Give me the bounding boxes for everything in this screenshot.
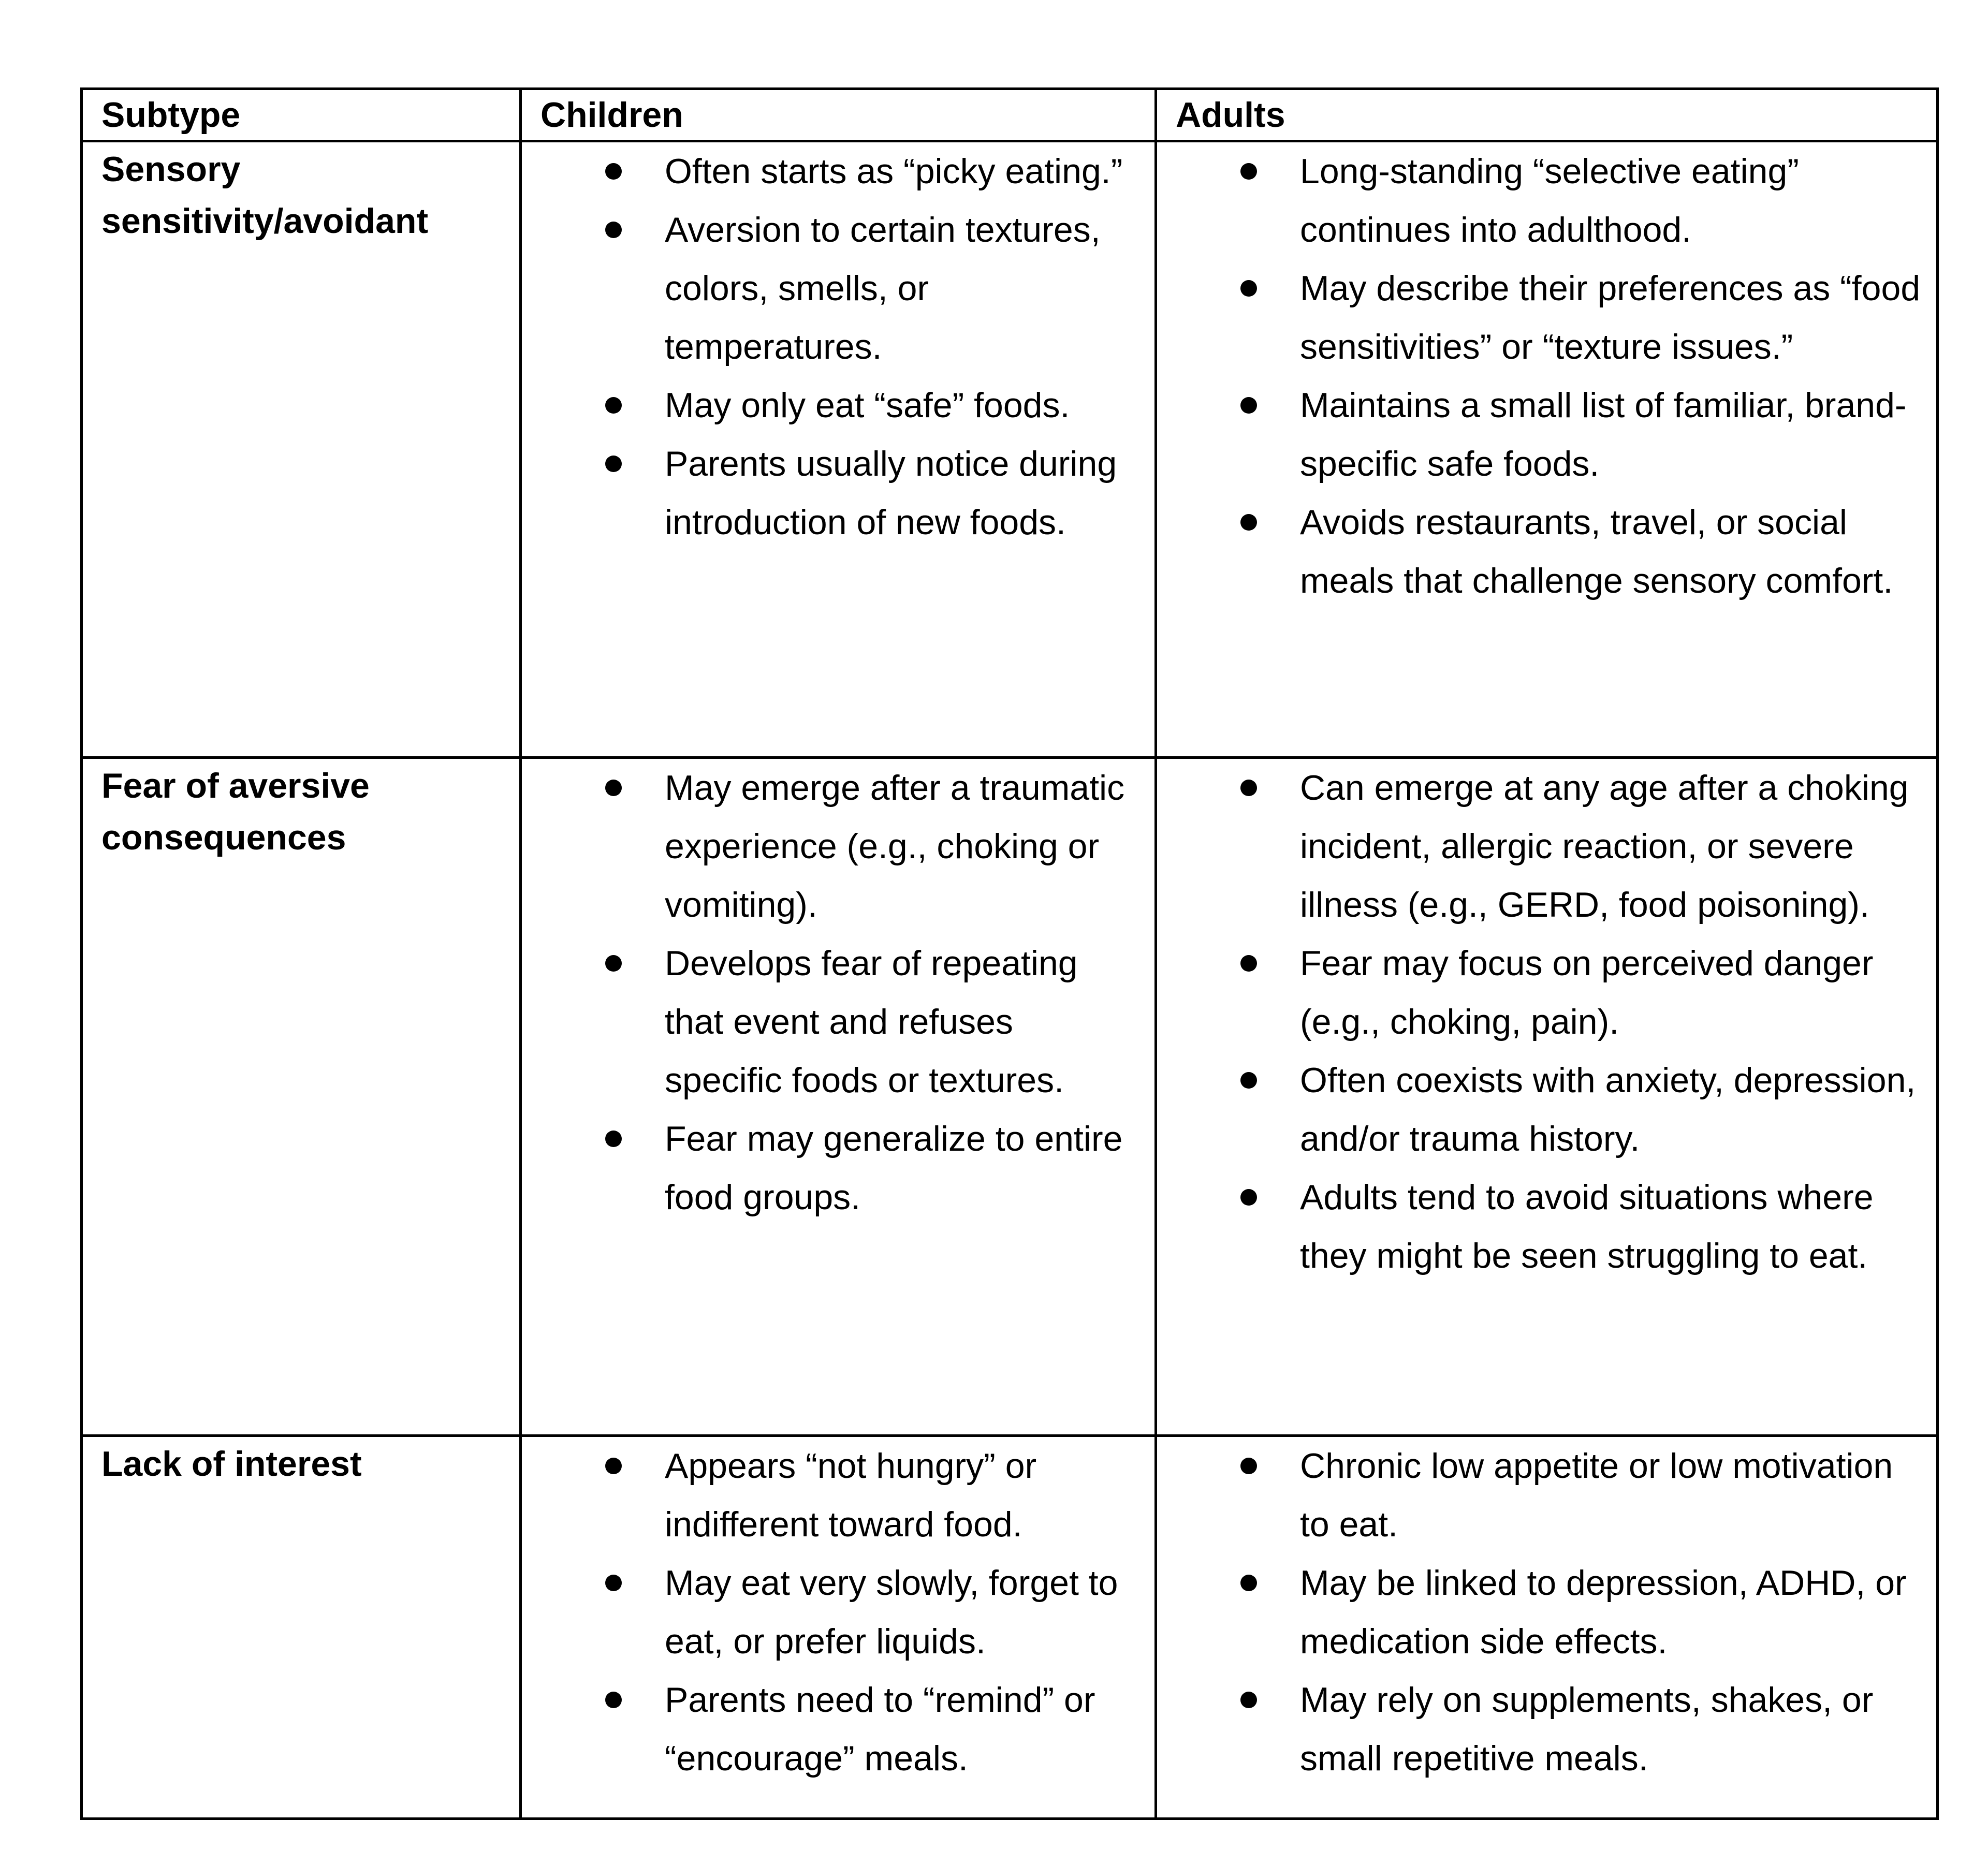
list-item-text: Parents need to “remind” or “encourage” meals. [665, 1680, 1095, 1778]
list-item-text: Often coexists with anxiety, depression, and/or trauma history. [1300, 1061, 1916, 1158]
list-item [1157, 1168, 1921, 1285]
bullet-icon [605, 780, 622, 796]
list-item-text: Develops fear of repeating that event and refuses specific foods or textures. [665, 944, 1078, 1100]
list-item [1157, 1437, 1921, 1554]
bullet-icon [605, 1458, 622, 1474]
adults-list [1157, 759, 1936, 1285]
subtype-label: Lack of interest [101, 1444, 362, 1484]
list-item [522, 1671, 1139, 1788]
bullet-icon [605, 1692, 622, 1708]
list-item [522, 1110, 1139, 1227]
bullet-icon [1240, 1189, 1257, 1206]
header-adults: Adults [1156, 89, 1938, 141]
children-cell [521, 758, 1156, 1436]
adults-cell [1156, 758, 1938, 1436]
list-item [522, 759, 1139, 934]
list-item [522, 142, 1139, 201]
list-item [1157, 142, 1921, 259]
adults-list [1157, 1437, 1936, 1788]
bullet-icon [605, 397, 622, 414]
subtype-cell [82, 1436, 521, 1819]
bullet-icon [1240, 780, 1257, 796]
table-row [82, 141, 1938, 758]
list-item [1157, 259, 1921, 376]
bullet-icon [605, 456, 622, 472]
table-row [82, 1436, 1938, 1819]
list-item-text: Often starts as “picky eating.” [665, 152, 1123, 191]
list-item-text: Parents usually notice during introduction of new foods. [665, 444, 1117, 542]
bullet-icon [1240, 163, 1257, 180]
children-cell [521, 1436, 1156, 1819]
header-children: Children [521, 89, 1156, 141]
list-item [1157, 1051, 1921, 1168]
children-list [522, 142, 1154, 552]
bullet-icon [1240, 1072, 1257, 1089]
list-item [522, 1437, 1139, 1554]
subtype-cell [82, 758, 521, 1436]
list-item-text: May emerge after a traumatic experience (e.g., choking or vomiting). [665, 768, 1125, 924]
list-item-text: Long-standing “selective eating” continues into adulthood. [1300, 152, 1799, 249]
list-item [1157, 759, 1921, 934]
bullet-icon [1240, 1692, 1257, 1708]
subtype-cell [82, 141, 521, 758]
bullet-icon [1240, 1575, 1257, 1591]
subtype-label: Fear of aversive consequences [101, 766, 370, 857]
list-item-text: Fear may generalize to entire food groups. [665, 1119, 1123, 1217]
bullet-icon [605, 1575, 622, 1591]
bullet-icon [605, 1131, 622, 1147]
bullet-icon [605, 163, 622, 180]
bullet-icon [1240, 1458, 1257, 1474]
list-item-text: May eat very slowly, forget to eat, or prefer liquids. [665, 1563, 1118, 1661]
bullet-icon [605, 222, 622, 238]
list-item-text: May rely on supplements, shakes, or small repetitive meals. [1300, 1680, 1874, 1778]
header-subtype: Subtype [82, 89, 521, 141]
bullet-icon [1240, 514, 1257, 531]
list-item-text: May be linked to depression, ADHD, or medication side effects. [1300, 1563, 1907, 1661]
list-item-text: May only eat “safe” foods. [665, 386, 1070, 425]
list-item-text: Avoids restaurants, travel, or social meals that challenge sensory comfort. [1300, 503, 1893, 600]
list-item [522, 201, 1139, 376]
subtype-label: Sensory sensitivity/avoidant [101, 150, 429, 241]
list-item [522, 1554, 1139, 1671]
list-item-text: Adults tend to avoid situations where they might be seen struggling to eat. [1300, 1178, 1874, 1275]
arfid-subtype-table [80, 87, 1939, 1820]
adults-cell [1156, 1436, 1938, 1819]
children-list [522, 759, 1154, 1227]
list-item-text: May describe their preferences as “food sensitivities” or “texture issues.” [1300, 269, 1921, 366]
list-item-text: Fear may focus on perceived danger (e.g., choking, pain). [1300, 944, 1874, 1041]
list-item-text: Aversion to certain textures, colors, smells, or temperatures. [665, 210, 1101, 366]
list-item-text: Appears “not hungry” or indifferent toward food. [665, 1446, 1037, 1544]
list-item-text: Chronic low appetite or low motivation to eat. [1300, 1446, 1893, 1544]
list-item [1157, 376, 1921, 493]
adults-list [1157, 142, 1936, 610]
list-item [1157, 493, 1921, 610]
bullet-icon [1240, 280, 1257, 297]
list-item-text: Maintains a small list of familiar, brand-specific safe foods. [1300, 386, 1907, 483]
list-item [1157, 1671, 1921, 1788]
bullet-icon [605, 955, 622, 972]
table-header-row [82, 89, 1938, 141]
list-item [1157, 1554, 1921, 1671]
children-list [522, 1437, 1154, 1788]
list-item [522, 435, 1139, 552]
list-item [1157, 934, 1921, 1051]
bullet-icon [1240, 955, 1257, 972]
list-item [522, 376, 1139, 435]
children-cell [521, 141, 1156, 758]
table-row [82, 758, 1938, 1436]
list-item [522, 934, 1139, 1110]
bullet-icon [1240, 397, 1257, 414]
adults-cell [1156, 141, 1938, 758]
list-item-text: Can emerge at any age after a choking incident, allergic reaction, or severe illness (e.g., GERD, food poisoning). [1300, 768, 1909, 924]
